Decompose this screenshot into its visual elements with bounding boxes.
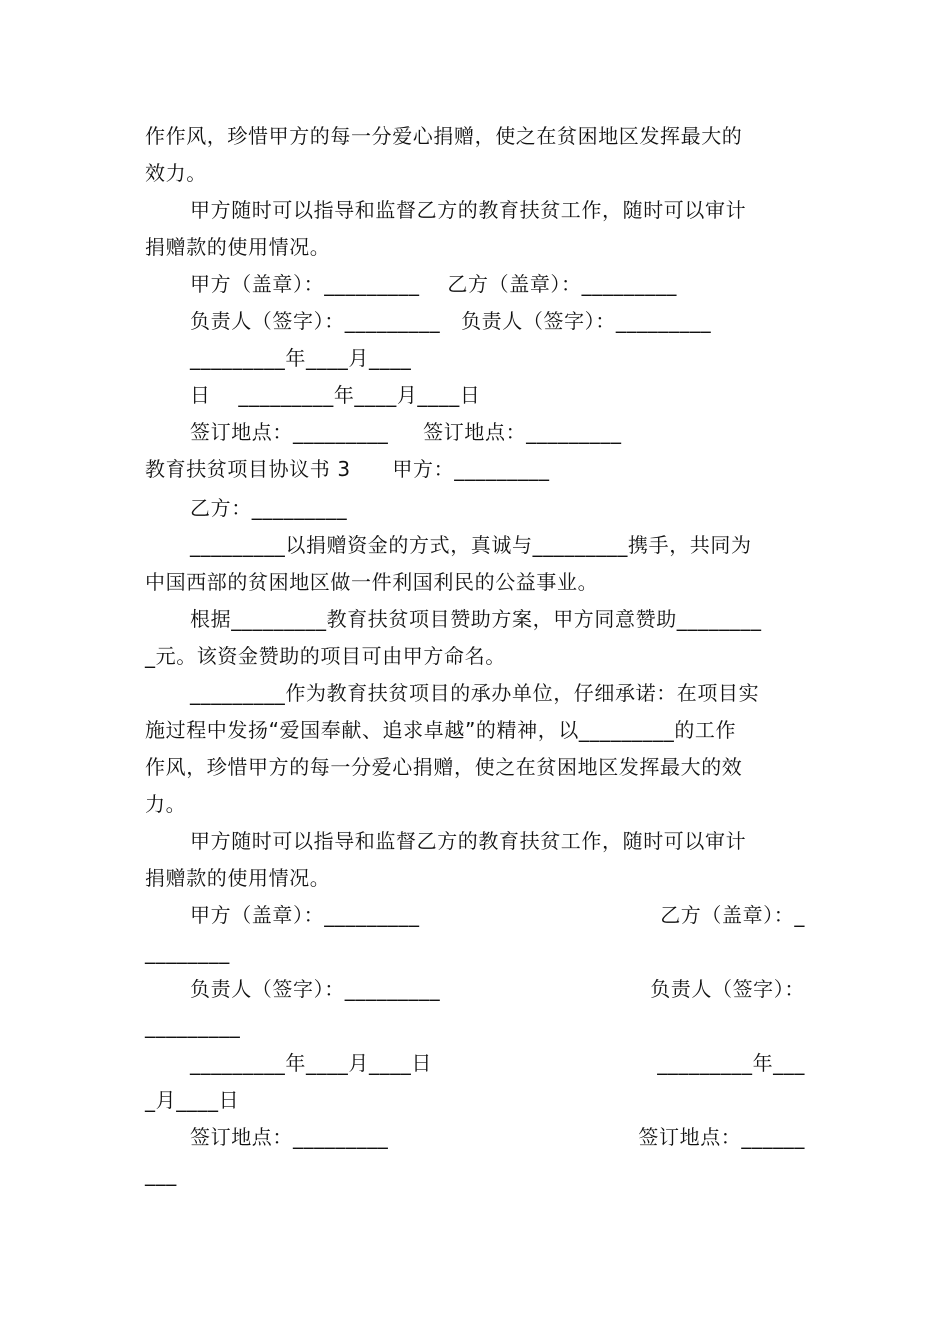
paragraph-line: 中国西部的贫困地区做一件利国利民的公益事业。 [145, 570, 599, 594]
paragraph-line: 甲方随时可以指导和监督乙方的教育扶贫工作，随时可以审计 [190, 198, 747, 222]
paragraph-line: _________以捐赠资金的方式，真诚与_________携手，共同为 [190, 533, 752, 557]
paragraph-line: 捐赠款的使用情况。 [145, 235, 331, 259]
party-b-date-line: _________年___ [657, 1051, 805, 1075]
party-a-seal-line: 甲方（盖章）：_________ [190, 903, 420, 927]
party-a-date-line: _________年____月____日 [190, 1051, 432, 1075]
paragraph-line: 甲方随时可以指导和监督乙方的教育扶贫工作，随时可以审计 [190, 829, 747, 853]
signature-line: 负责人（签字）：_________ 负责人（签字）：_________ [190, 309, 712, 333]
section-heading: 教育扶贫项目协议书 3 甲方：_________ [145, 457, 550, 481]
paragraph-line: _________作为教育扶贫项目的承办单位，仔细承诺：在项目实 [190, 681, 760, 705]
party-b-location-line: 签订地点：______ [638, 1125, 805, 1149]
paragraph-line: 施过程中发扬“爱国奉献、追求卓越”的精神，以_________的工作 [145, 718, 737, 742]
party-b-signer-blank: _________ [145, 1014, 241, 1038]
date-line: 日 _________年____月____日 [190, 383, 481, 407]
date-line: _________年____月____ [190, 346, 412, 370]
location-line: 签订地点：_________ 签订地点：_________ [190, 420, 622, 444]
party-a-signer-line: 负责人（签字）：_________ [190, 977, 441, 1001]
party-b-date-cont: _月____日 [145, 1088, 240, 1112]
party-b-location-cont: ___ [145, 1162, 177, 1186]
signature-line: 甲方（盖章）：_________ 乙方（盖章）：_________ [190, 272, 678, 296]
party-a-location-line: 签订地点：_________ [190, 1125, 389, 1149]
party-b-signer-line: 负责人（签字）： [650, 977, 805, 1001]
party-line: 乙方：_________ [190, 496, 348, 520]
paragraph-line: 捐赠款的使用情况。 [145, 866, 331, 890]
party-b-seal-blank: ________ [145, 940, 230, 964]
paragraph-line: 效力。 [145, 161, 207, 185]
paragraph-line: 作作风，珍惜甲方的每一分爱心捐赠，使之在贫困地区发挥最大的 [145, 124, 743, 148]
paragraph-line: 根据_________教育扶贫项目赞助方案，甲方同意赞助________ [190, 607, 762, 631]
party-b-seal-line: 乙方（盖章）：_ [660, 903, 805, 927]
paragraph-line: 力。 [145, 792, 187, 816]
paragraph-line: _元。该资金赞助的项目可由甲方命名。 [145, 644, 506, 668]
paragraph-line: 作风，珍惜甲方的每一分爱心捐赠，使之在贫困地区发挥最大的效 [145, 755, 743, 779]
